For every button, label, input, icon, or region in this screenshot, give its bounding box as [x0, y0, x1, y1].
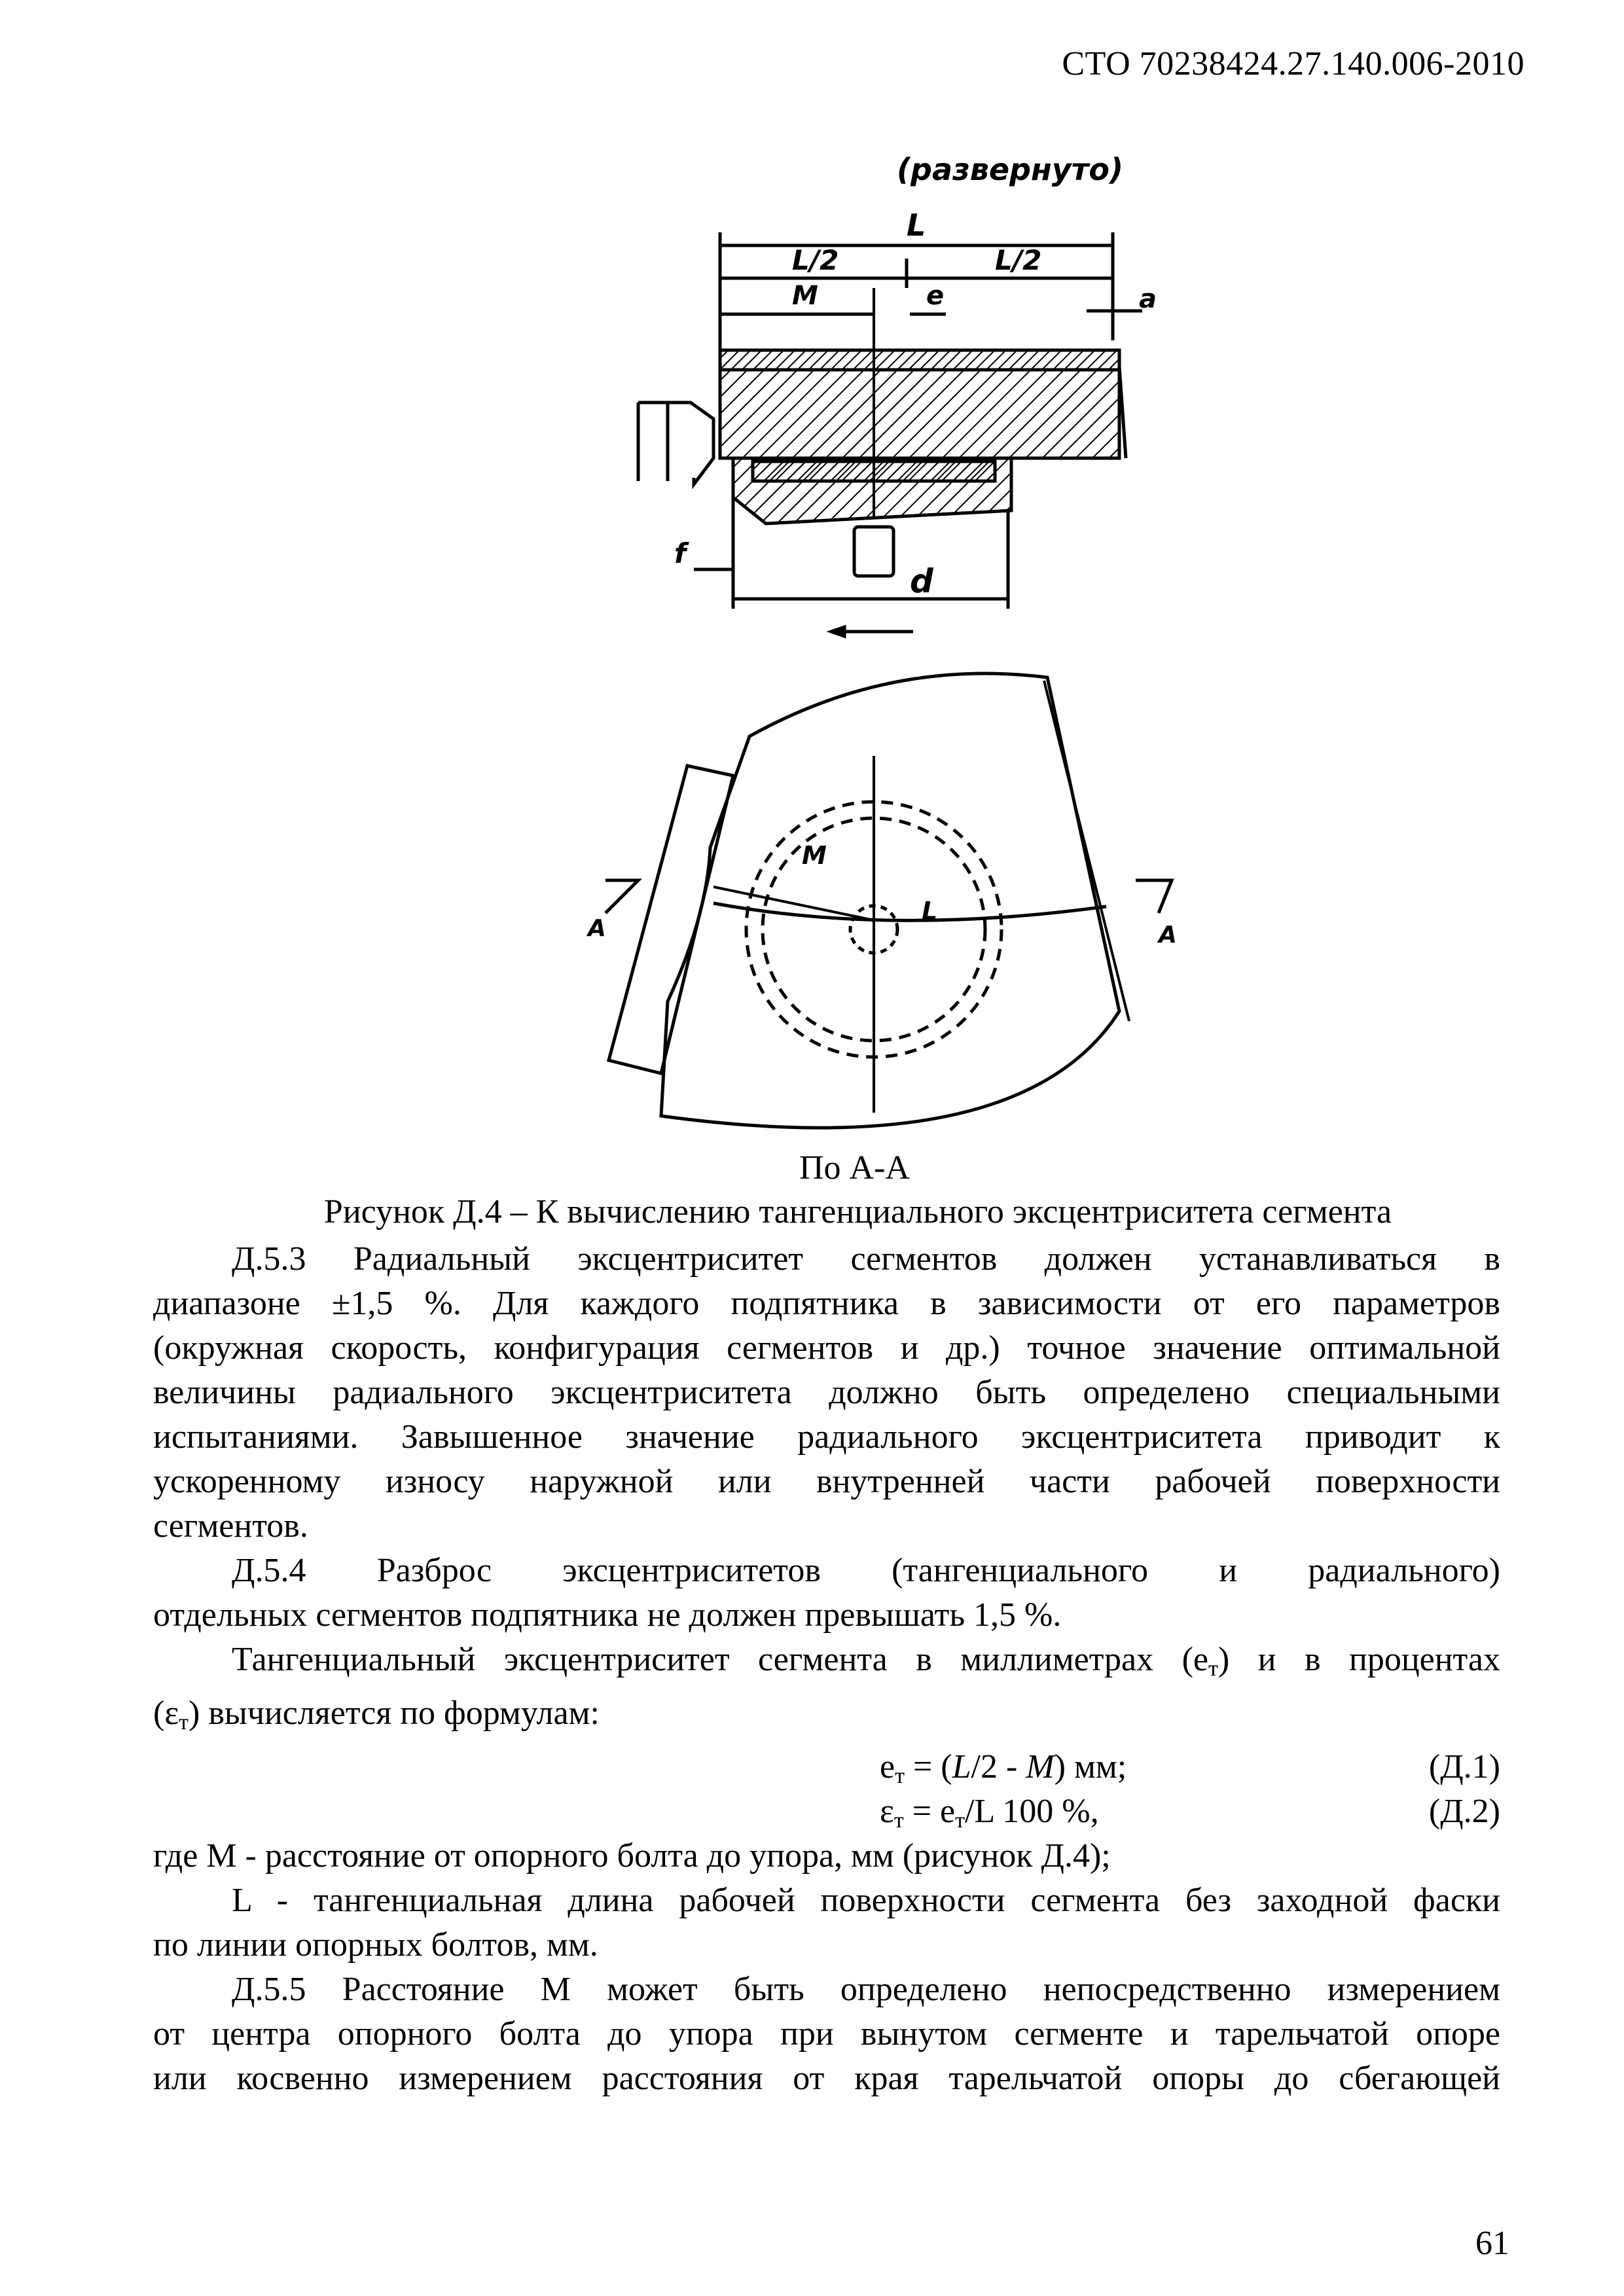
- dim-L-label: L: [907, 207, 926, 243]
- document-code-header: СТО 70238424.27.140.006-2010: [1062, 45, 1525, 82]
- p5-line-1: от центра опорного болта до упора при вынутом сегменте и тарельчатой опоре: [153, 2015, 1500, 2053]
- p5-line-2: или косвенно измерением расстояния от края тарельчатой опоры до сбегающей: [153, 2060, 1500, 2097]
- where-m: где М - расстояние от опорного болта до упора, мм (рисунок Д.4);: [153, 1837, 1111, 1874]
- section-label: По А-А: [799, 1149, 910, 1187]
- p2-line-0: Д.5.4 Разброс эксцентриситетов (тангенциального и радиального): [232, 1552, 1500, 1589]
- p1-line-5: ускоренному износу наружной или внутренней части рабочей поверхности: [153, 1463, 1500, 1500]
- support-bolt: [854, 527, 893, 576]
- body-text: [153, 1237, 1500, 2101]
- dim-f-label: f: [674, 537, 687, 569]
- dim-d-label: d: [910, 562, 933, 600]
- segment-trailing-edge: [1044, 681, 1129, 1021]
- p1-line-3: величины радиального эксцентриситета должно быть определено специальными: [153, 1374, 1500, 1411]
- disc-support: [733, 458, 1011, 524]
- segment-outline: [661, 673, 1119, 1128]
- p3-line-0: Тангенциальный эксцентриситет сегмента в миллиметрах $(e_т)$ и в процентах: [232, 1641, 1500, 1681]
- p1-line-2: (окружная скорость, конфигурация сегментов и др.) точное значение оптимальной: [153, 1329, 1500, 1367]
- p1-line-1: диапазоне ±1,5 %. Для каждого подпятника в зависимости от его параметров: [153, 1285, 1500, 1322]
- p2-line-1: отдельных сегментов подпятника не должен превышать 1,5 %.: [153, 1596, 1062, 1634]
- babbitt-layer: [720, 350, 1119, 370]
- dim-L-half-left-label: L/2: [792, 244, 839, 276]
- formula-d1-number: (Д.1): [1428, 1748, 1500, 1785]
- section-mark-right: [1136, 880, 1172, 913]
- unfolded-label: (развернуто): [897, 152, 1124, 187]
- dim-M-label: M: [792, 281, 818, 311]
- p1-line-0: Д.5.3 Радиальный эксцентриситет сегментов должен устанавливаться в: [232, 1240, 1500, 1278]
- stop-block: [638, 403, 713, 484]
- stop-block-hatch: [638, 403, 668, 481]
- section-mark-left: [605, 880, 638, 913]
- dim-e-label: e: [926, 281, 945, 311]
- dim-a-label: a: [1139, 284, 1157, 314]
- dim-L-plan-label: L: [922, 897, 938, 925]
- p1-line-4: испытаниями. Завышенное значение радиального эксцентриситета приводит к: [153, 1418, 1500, 1456]
- p1-line-6: сегментов.: [153, 1507, 308, 1545]
- p3-line-1: $(\varepsilon_т)$ вычисляется по формулам:: [153, 1695, 600, 1734]
- figure-caption: Рисунок Д.4 – К вычислению тангенциального эксцентриситета сегмента: [323, 1193, 1392, 1230]
- line-A-A: [713, 903, 1106, 920]
- section-A-right-label: A: [1159, 922, 1177, 948]
- section-A-left-label: A: [588, 915, 606, 942]
- dim-L-half-right-label: L/2: [995, 244, 1042, 276]
- p5-line-0: Д.5.5 Расстояние М может быть определено непосредственно измерением: [232, 1971, 1500, 2008]
- plan-view: [586, 673, 1177, 1128]
- formula-d2: $\varepsilon_т = e_т/L$ 100 %, (Д.2): [153, 1789, 1500, 1834]
- dim-M-plan-label: M: [802, 841, 827, 870]
- rotation-arrow-head: [831, 627, 844, 636]
- segment-body: [720, 370, 1119, 458]
- where-l-line-0: L - тангенциальная длина рабочей поверхности сегмента без заходной фаски: [232, 1882, 1500, 1919]
- section-view: [638, 152, 1157, 636]
- page-number: 61: [1475, 2225, 1509, 2262]
- formula-d2-number: (Д.2): [1428, 1793, 1500, 1830]
- stop-plate: [609, 766, 733, 1073]
- formula-d1: $e_т = (L/2 - M)$ мм; (Д.1): [153, 1745, 1500, 1789]
- where-l-line-1: по линии опорных болтов, мм.: [153, 1926, 598, 1964]
